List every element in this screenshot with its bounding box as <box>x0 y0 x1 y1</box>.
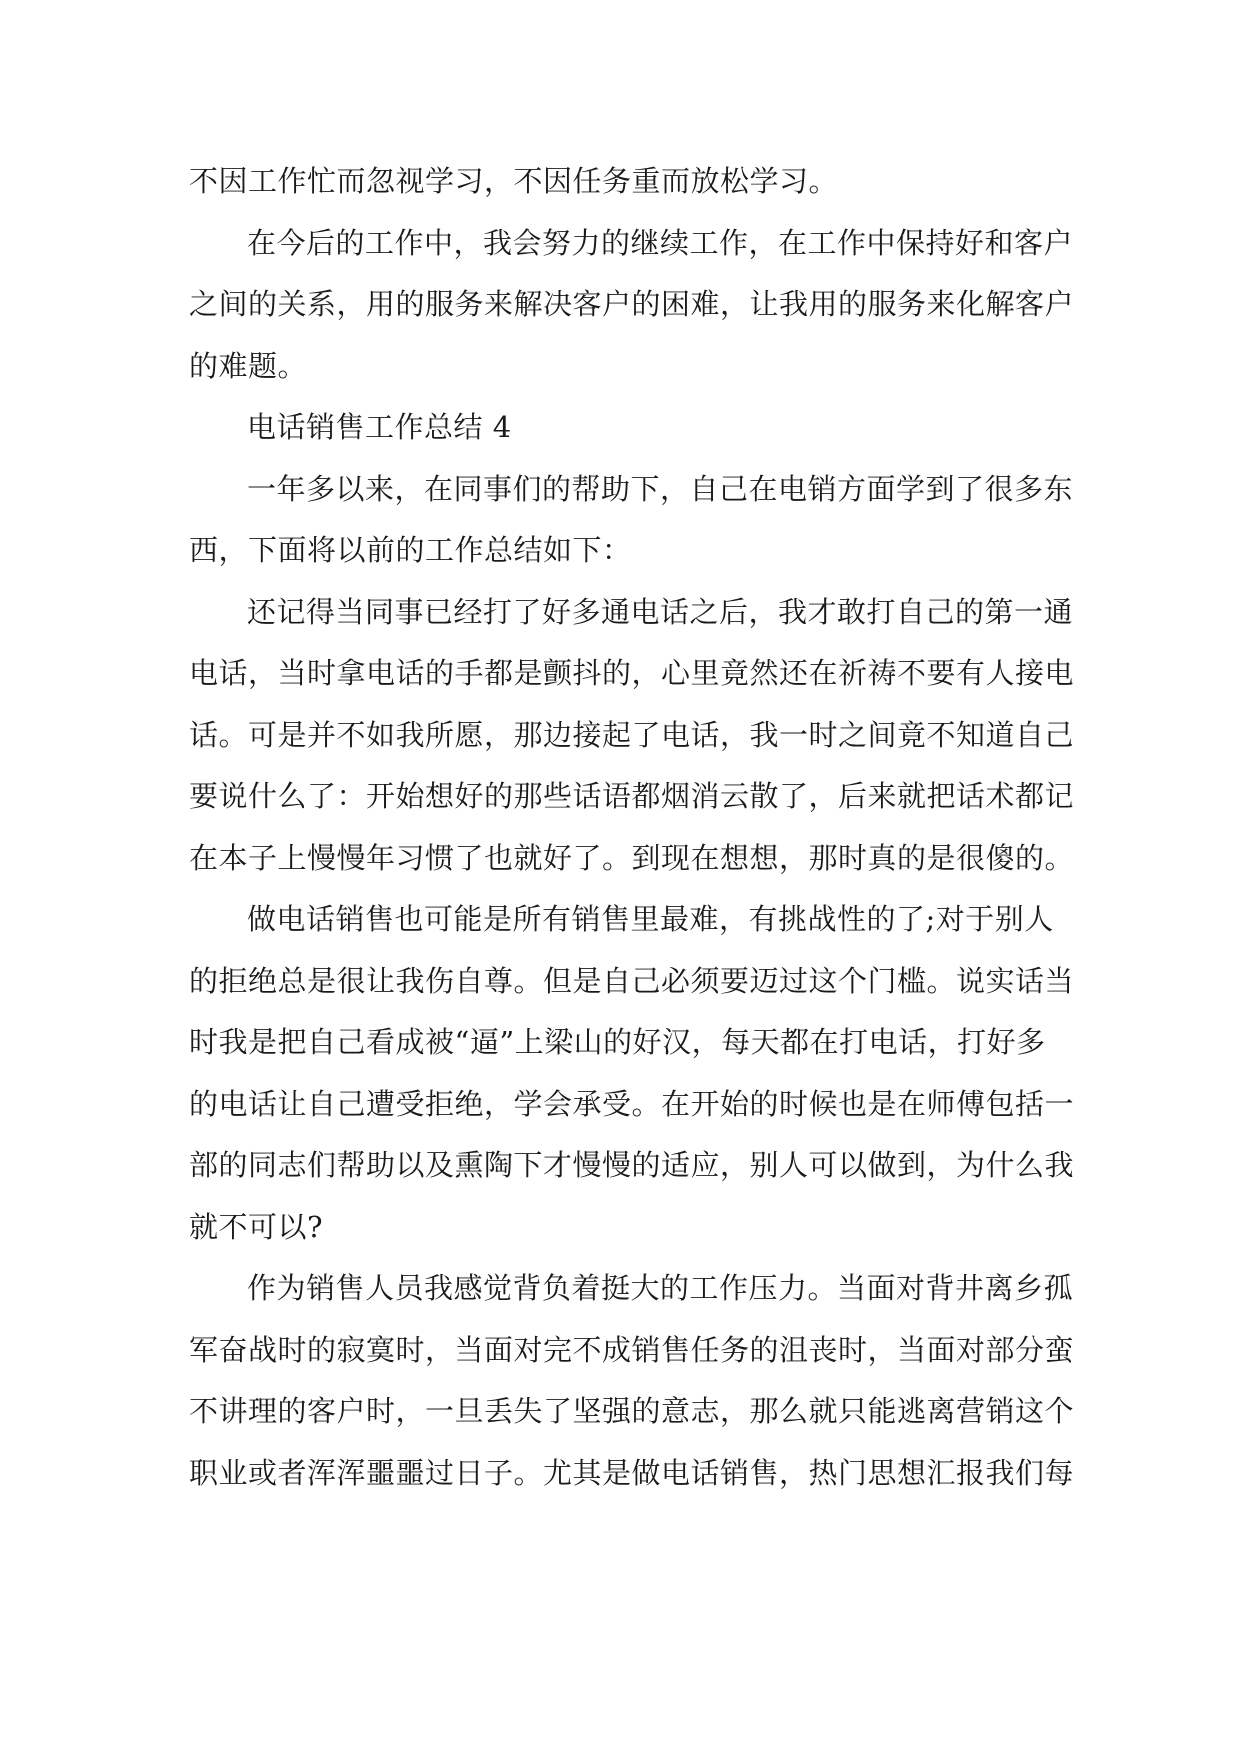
text-line: 作为销售人员我感觉背负着挺大的工作压力。当面对背井离乡孤 <box>247 1271 1074 1305</box>
text-line: 部的同志们帮助以及熏陶下才慢慢的适应，别人可以做到，为什么我 <box>189 1148 1075 1182</box>
text-line: 的电话让自己遭受拒绝，学会承受。在开始的时候也是在师傅包括一 <box>189 1086 1075 1121</box>
text-line: 电话，当时拿电话的手都是颤抖的，心里竟然还在祈祷不要有人接电 <box>189 656 1075 690</box>
text-line: 在今后的工作中，我会努力的继续工作，在工作中保持好和客户 <box>247 225 1074 260</box>
text-line: 就不可以? <box>189 1209 324 1244</box>
text-line: 之间的关系，用的服务来解决客户的困难，让我用的服务来化解客户 <box>189 287 1075 321</box>
text-line: 要说什么了：开始想好的那些话语都烟消云散了，后来就把话术都记 <box>189 779 1075 813</box>
text-line: 西，下面将以前的工作总结如下： <box>189 533 632 567</box>
text-line: 一年多以来，在同事们的帮助下，自己在电销方面学到了很多东 <box>247 471 1074 506</box>
document-body <box>189 151 1075 1504</box>
text-line: 时我是把自己看成被“逼”上梁山的好汉，每天都在打电话，打好多 <box>189 1025 1046 1059</box>
section-heading: 电话销售工作总结 4 <box>247 410 512 444</box>
text-line: 的拒绝总是很让我伤自尊。但是自己必须要迈过这个门槛。说实话当 <box>189 963 1075 998</box>
text-line: 不因工作忙而忽视学习，不因任务重而放松学习。 <box>189 164 839 198</box>
text-line: 还记得当同事已经打了好多通电话之后，我才敢打自己的第一通 <box>247 594 1074 629</box>
text-line: 做电话销售也可能是所有销售里最难，有挑战性的了;对于别人 <box>247 902 1054 936</box>
text-line: 在本子上慢慢年习惯了也就好了。到现在想想，那时真的是很傻的。 <box>189 840 1075 875</box>
text-line: 不讲理的客户时，一旦丢失了坚强的意志，那么就只能逃离营销这个 <box>189 1394 1075 1428</box>
text-line: 的难题。 <box>189 348 308 383</box>
text-line: 职业或者浑浑噩噩过日子。尤其是做电话销售，热门思想汇报我们每 <box>189 1455 1075 1490</box>
text-line: 话。可是并不如我所愿，那边接起了电话，我一时之间竟不知道自己 <box>189 717 1075 752</box>
text-line: 军奋战时的寂寞时，当面对完不成销售任务的沮丧时，当面对部分蛮 <box>189 1332 1075 1367</box>
